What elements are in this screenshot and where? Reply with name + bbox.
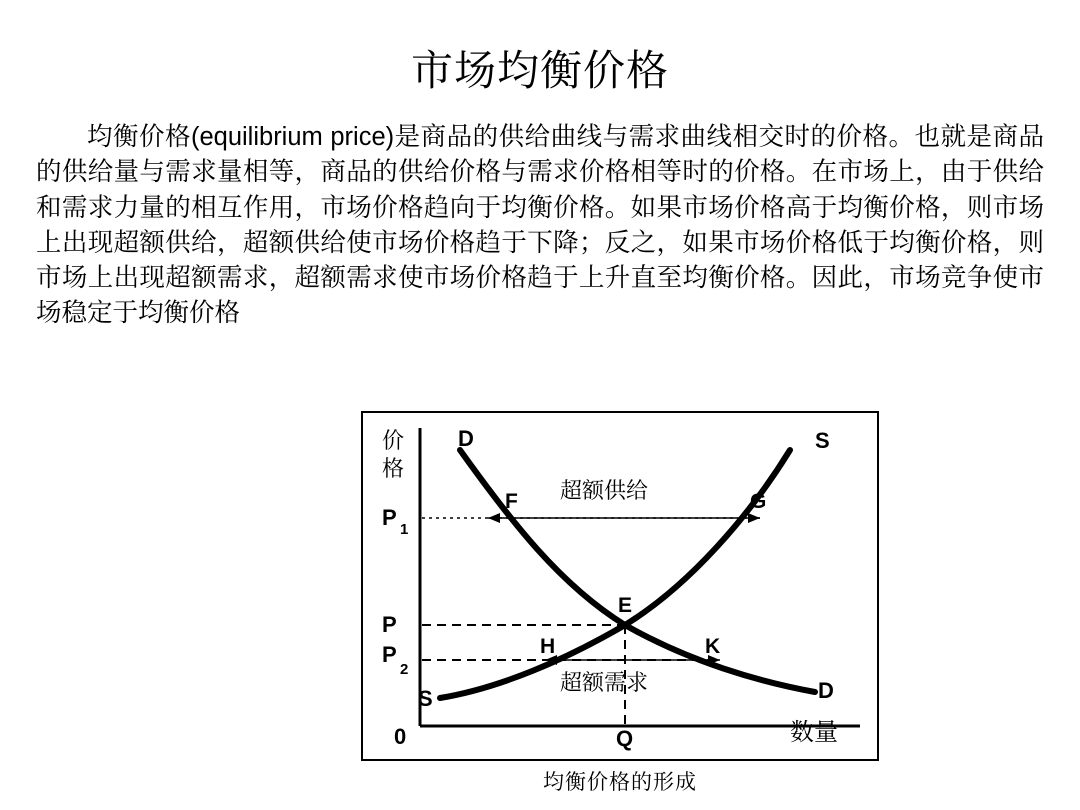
excess-supply-arrow-right	[748, 513, 760, 523]
figure-svg	[360, 410, 880, 770]
demand-bottom-label: D	[818, 678, 834, 703]
point-h-label: H	[540, 635, 556, 658]
y-axis-label-char1: 价	[382, 428, 405, 453]
point-k-label: K	[705, 635, 721, 658]
point-f-label: F	[505, 490, 518, 513]
origin-label: 0	[394, 724, 407, 749]
excess-supply-arrow-left	[488, 513, 500, 523]
body-paragraph: 均衡价格(equilibrium price)是商品的供给曲线与需求曲线相交时的价格。也就是商品的供给量与需求量相等，商品的供给价格与需求价格相等时的价格。在市场上，由于供给和需求力量的相互作用，市场价格趋向于均衡价格。如果市场价格高于均衡价格，则市场上出现超额供给，超额供给使市场价格趋于下降；反之，如果市场价格低于均衡价格，则市场上出现超额需求，超额需求使市场价格趋于上升直至均衡价格。因此，市场竞争使市场稳定于均衡价格	[36, 123, 1044, 328]
price-high-sub: 1	[400, 521, 409, 538]
quantity-eq-label: Q	[616, 726, 634, 751]
y-axis-label-char2: 格	[382, 456, 405, 481]
excess-supply-label: 超额供给	[560, 478, 649, 503]
point-g-label: G	[750, 490, 767, 513]
supply-top-label: S	[815, 428, 830, 453]
x-axis-label: 数量	[790, 719, 838, 746]
price-high-label: P	[382, 505, 397, 530]
price-eq-label: P	[382, 612, 397, 637]
equilibrium-price-figure	[360, 410, 880, 800]
figure-border	[362, 412, 878, 760]
page-title: 市场均衡价格	[410, 47, 669, 94]
demand-top-label: D	[458, 426, 474, 451]
figure-caption: 均衡价格的形成	[543, 771, 697, 794]
price-low-label: P	[382, 642, 397, 667]
excess-demand-label: 超额需求	[560, 670, 649, 695]
point-e-label: E	[618, 594, 633, 617]
price-low-sub: 2	[400, 661, 409, 678]
supply-bottom-label: S	[418, 686, 433, 711]
